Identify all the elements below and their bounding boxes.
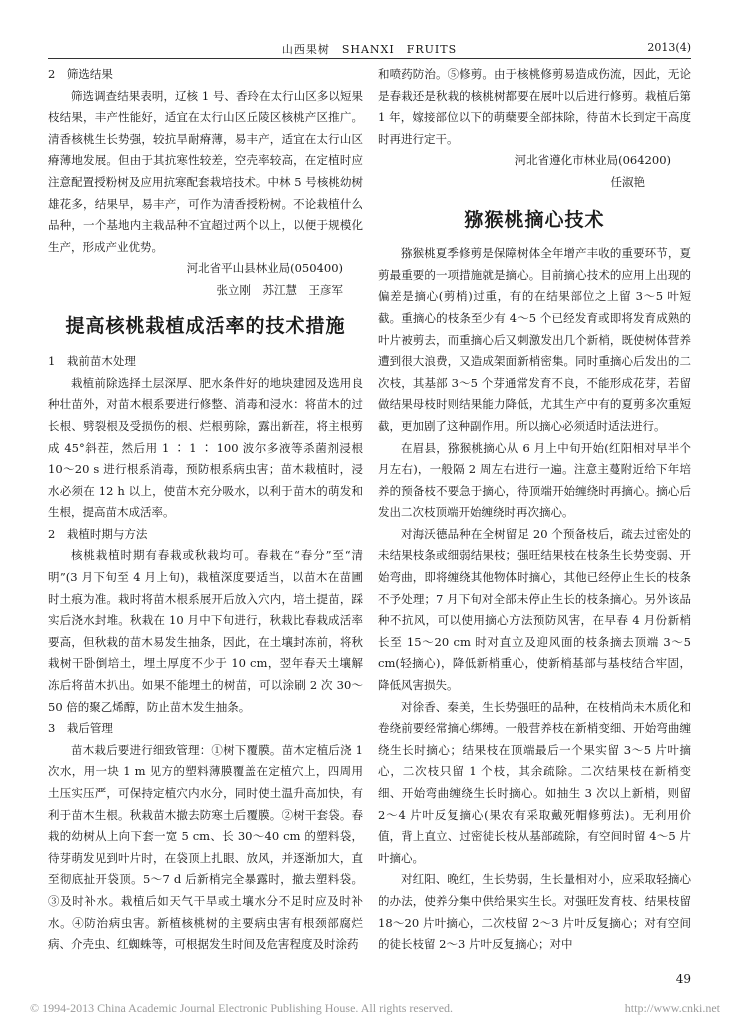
left-column (48, 64, 363, 956)
article-title: 提高核桃栽植成活率的技术措施 (65, 314, 346, 337)
author-names: 张立刚 苏江慧 王彦军 (216, 282, 343, 297)
paragraph: 核桃栽植时期有春栽或秋栽均可。春栽在“春分”至“清明”(3 月下旬至 4 月上旬)，栽植深度要适当，以苗木在苗圃时土痕为准。栽时将苗木根系展开后放入穴内，培土提苗，踩实后浇水封堆。秋栽在 10 月中下旬进行，秋栽比春栽成活率要高，但秋栽的苗木易发生抽条，因此，在土壤封冻前，将秋栽树干卧倒培土，埋土厚度不少于 10 cm，翌年春天土壤解冻后将苗木扒出。如果不能埋土的树苗，可以涂刷 2 次 30～50 倍的聚乙烯醇，防止苗木发生抽条。 (48, 548, 363, 714)
paragraph: 在眉县，猕猴桃摘心从 6 月上中旬开始(红阳相对早半个月左右)，一般隔 2 周左右进行一遍。注意主蔓附近给下年培养的预备枝不要急于摘心，待顶端开始缠绕时再摘心。摘心后发出二次枝顶端开始缠绕时再次摘心。 (378, 440, 691, 520)
paragraph: 猕猴桃夏季修剪是保障树体全年增产丰收的重要环节，夏剪最重要的一项措施就是摘心。目前摘心技术的应用上出现的偏差是摘心(剪梢)过重，有的在结果部位之上留 3～5 叶短截。重摘心的枝条至少有 4～5 个已经发育或即将发育成熟的叶片被剪去，而重摘心后又刺激发出几个新梢，既使树体营养遭到很大浪费，又造成架面新梢密集。同时重摘心后发出的二次枝，其基部 3～5 个芽通常发育不良，不能形成花芽，若留做结果母枝时则结果能力降低，尤其生产中有的夏剪多次重短截，更加剧了这种副作用。所以摘心必须适时适法进行。 (378, 246, 691, 433)
paragraph: 苗木栽后要进行细致管理：①树下覆膜。苗木定植后浇 1 次水，用一块 1 m 见方的塑料薄膜覆盖在定植穴上，四周用土压实压严，可保持定植穴内水分，同时使土温升高加快，有利于苗木生根。秋栽苗木撤去防寒土后覆膜。②树干套袋。春栽的幼树从上向下套一宽 5 cm、长 30～40 cm 的塑料袋，待芽萌发见到叶片时，在袋顶上扎眼、放风，并逐渐加大，直至彻底扯开袋顶。5～7 d 后新梢完全暴露时，撤去塑料袋。③及时补水。栽植后如天气干旱或土壤水分不足时应及时补水。④防治病虫害。新植核桃树的主要病虫害有根颈部腐烂病、介壳虫、红蜘蛛等，可根据发生时间及危害程度及时涂药 (48, 742, 363, 952)
section-heading: 1 栽前苗木处理 (48, 354, 136, 369)
paragraph: 筛选调查结果表明，辽核 1 号、香玲在太行山区多以短果枝结果，丰产性能好，适宜在太行山区丘陵区核桃产区推广。清香核桃生长势强，较抗旱耐瘠薄，易丰产，适宜在太行山区瘠薄地发展。但由于其抗寒性较差，空壳率较高，在定植时应注意配置授粉树及应用抗寒配套栽培技术。中林 5 号核桃幼树雄花多，结果早，易丰产，可作为清香授粉树。不论栽植什么品种，一个基地内主栽品种不宜超过两个以上，以便于规模化生产，形成产业优势。 (48, 88, 363, 254)
paragraph: 栽植前除选择土层深厚、肥水条件好的地块建园及选用良种壮苗外，对苗木根系要进行修整、消毒和浸水：将苗木的过长根、劈裂根及受损伤的根、烂根剪除，露出新茬，将主根剪成 45°斜茬，然后用 1 ∶ 1 ∶ 100 波尔多液等杀菌剂浸根 10～20 s 进行根系消毒，预防根系病虫害；苗木栽植时，浸水必须在 12 h 以上，使苗木充分吸水，以利于苗木的萌发和生根，提高苗木成活率。 (48, 375, 363, 520)
journal-title: 山西果树 SHANXI FRUITS (281, 43, 458, 56)
paragraph: 和喷药防治。⑤修剪。由于核桃修剪易造成伤流，因此，无论是春栽还是秋栽的核桃树都要在展叶以后进行修剪。栽植后第 1 年，嫁接部位以下的萌蘖要全部抹除，待苗木长到定干高度时再进行定干。 (378, 67, 691, 146)
author-names: 任淑艳 (610, 174, 645, 189)
paragraph: 对徐香、秦美，生长势强旺的品种，在枝梢尚未木质化和卷绕前要经常摘心绑缚。一般营养枝在新梢变细、开始弯曲缠绕生长时摘心；结果枝在顶端最后一个果实留 3～5 片叶摘心，二次枝只留 1 个枝，其余疏除。二次结果枝在新梢变细、开始弯曲缠绕生长时摘心。如抽生 3 次以上新梢，则留 2～4 片叶反复摘心(果农有采取戴死帽修剪法)。无利用价值，背上直立、过密徒长枝从基部疏除，有空间时留 4～5 片叶摘心。 (378, 699, 691, 865)
copyright-text: © 1994-2013 China Academic Journal Electronic Publishing House. All rights reserved. (30, 1001, 454, 1015)
section-heading: 3 栽后管理 (48, 721, 113, 736)
article-title: 猕猴桃摘心技术 (464, 208, 605, 231)
section-heading: 2 栽植时期与方法 (48, 526, 148, 541)
issue-number: 2013(4) (647, 41, 691, 54)
right-column (378, 64, 691, 956)
author-affiliation: 河北省遵化市林业局(064200) (514, 153, 671, 168)
paragraph: 对红阳、晚红，生长势弱，生长量相对小，应采取轻摘心的办法，使养分集中供给果实生长。对强旺发育枝、结果枝留 18～20 片叶摘心，二次枝留 2～3 片叶反复摘心；对有空间的徒长枝留 2～3 片叶反复摘心；对中 (378, 872, 691, 952)
paragraph: 对海沃德品种在全树留足 20 个预备枝后，疏去过密处的未结果枝条或细弱结果枝；强旺结果枝在枝条生长势变弱、开始弯曲，即将缠绕其他物体时摘心，其他已经停止生长的枝条不予处理；7 月下旬对全部未停止生长的枝条摘心。另外该品种不抗风，可以使用摘心方法预防风害，在早春 4 月份新梢长至 15～20 cm 时对直立及迎风面的枝条摘去顶端 3～5 cm(轻摘心)，降低新梢重心，使新梢基部与基枝结合牢固，降低风害损失。 (378, 526, 691, 693)
page-number: 49 (675, 972, 691, 986)
running-header (48, 38, 691, 59)
section-heading: 2 筛选结果 (48, 67, 113, 81)
author-affiliation: 河北省平山县林业局(050400) (186, 261, 343, 276)
website-link[interactable]: http://www.cnki.net (624, 1001, 720, 1015)
